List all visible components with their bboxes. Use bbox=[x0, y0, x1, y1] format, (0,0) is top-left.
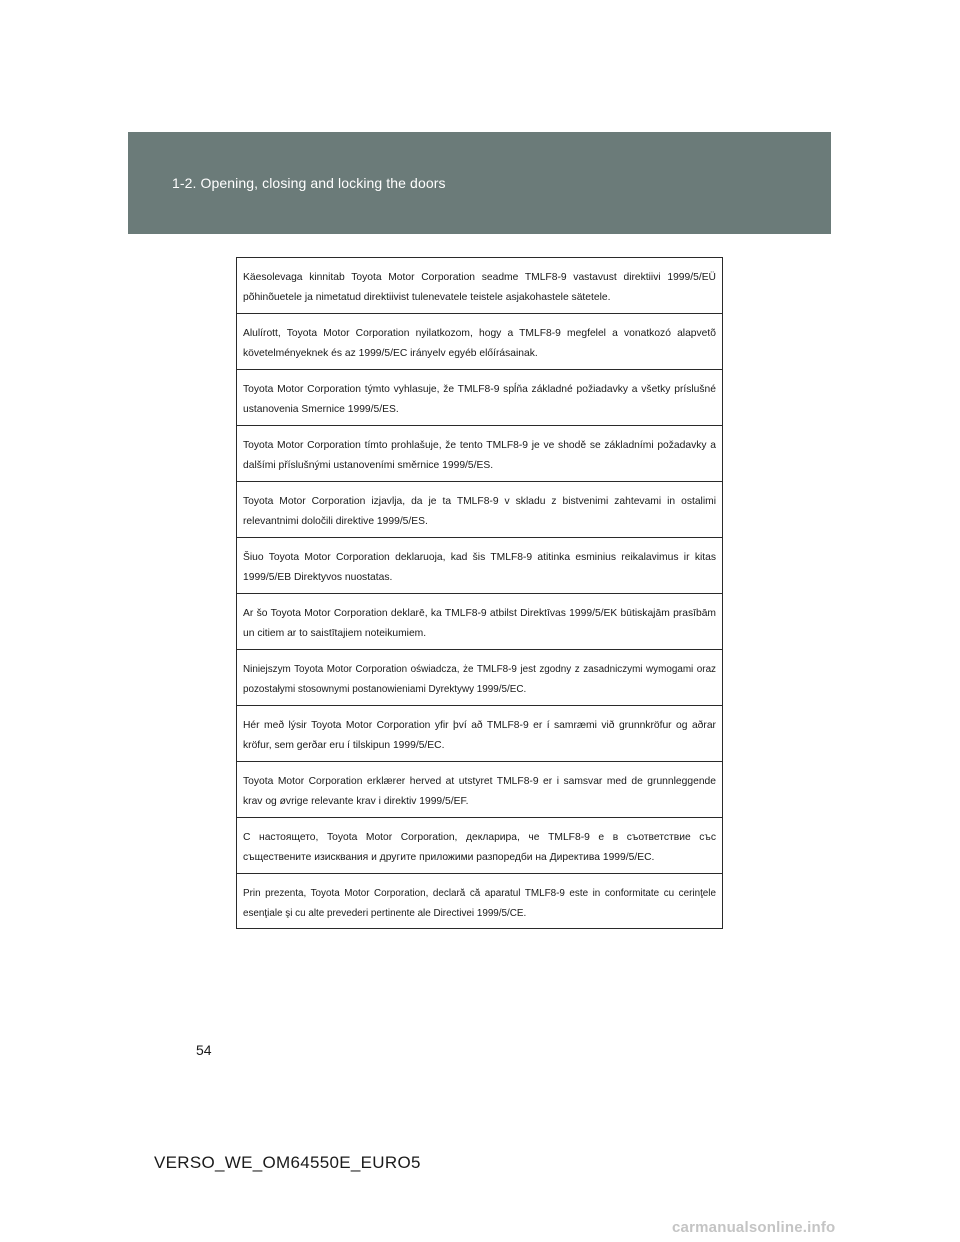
header-band bbox=[128, 132, 831, 234]
declaration-bulgarian: С настоящето, Toyota Motor Corporation, декларира, че TMLF8-9 е в съответствие със съществените изисквания и другите приложими разпоредби на Директива 1999/5/EC. bbox=[237, 818, 722, 874]
declaration-czech: Toyota Motor Corporation tímto prohlašuje, že tento TMLF8-9 je ve shodě se základními požadavky a dalšími příslušnými ustanoveními směrnice 1999/5/ES. bbox=[237, 426, 722, 482]
page-number: 54 bbox=[196, 1042, 212, 1058]
declaration-table bbox=[236, 257, 723, 929]
declaration-slovak: Toyota Motor Corporation týmto vyhlasuje, že TMLF8-9 spĺňa základné požiadavky a všetky príslušné ustanovenia Smernice 1999/5/ES. bbox=[237, 370, 722, 426]
declaration-lithuanian: Šiuo Toyota Motor Corporation deklaruoja, kad šis TMLF8-9 atitinka esminius reikalavimus ir kitas 1999/5/EB Direktyvos nuostatas. bbox=[237, 538, 722, 594]
document-code: VERSO_WE_OM64550E_EURO5 bbox=[154, 1153, 421, 1172]
declaration-icelandic: Hér með lýsir Toyota Motor Corporation yfir því að TMLF8-9 er í samræmi við grunnkröfur og aðrar kröfur, sem gerðar eru í tilskipun 1999/5/EC. bbox=[237, 706, 722, 762]
declaration-norwegian: Toyota Motor Corporation erklærer herved at utstyret TMLF8-9 er i samsvar med de grunnleggende krav og øvrige relevante krav i direktiv 1999/5/EF. bbox=[237, 762, 722, 818]
declaration-latvian: Ar šo Toyota Motor Corporation deklarē, ka TMLF8-9 atbilst Direktīvas 1999/5/EK būtiskajām prasībām un citiem ar to saistītajiem noteikumiem. bbox=[237, 594, 722, 650]
watermark: carmanualsonline.info bbox=[672, 1219, 836, 1236]
declaration-slovenian: Toyota Motor Corporation izjavlja, da je ta TMLF8-9 v skladu z bistvenimi zahtevami in ostalimi relevantnimi določili direktive 1999/5/ES. bbox=[237, 482, 722, 538]
declaration-hungarian: Alulírott, Toyota Motor Corporation nyilatkozom, hogy a TMLF8-9 megfelel a vonatkozó alapvetõ követelményeknek és az 1999/5/EC irányelv egyéb előírásainak. bbox=[237, 314, 722, 370]
declaration-romanian: Prin prezenta, Toyota Motor Corporation, declară că aparatul TMLF8-9 este in conformitate cu cerinţele esenţiale şi cu alte prevederi pertinente ale Directivei 1999/5/CE. bbox=[243, 888, 716, 919]
declaration-polish: Niniejszym Toyota Motor Corporation oświadcza, że TMLF8-9 jest zgodny z zasadniczymi wymogami oraz pozostałymi stosownymi postanowieniami Dyrektywy 1999/5/EC. bbox=[237, 650, 722, 706]
section-title: 1-2. Opening, closing and locking the doors bbox=[172, 175, 446, 191]
declaration-estonian: Käesolevaga kinnitab Toyota Motor Corporation seadme TMLF8-9 vastavust direktiivi 1999/5/EÜ põhinõuetele ja nimetatud direktiivist tulenevatele teistele asjakohastele sätetele. bbox=[237, 258, 722, 314]
